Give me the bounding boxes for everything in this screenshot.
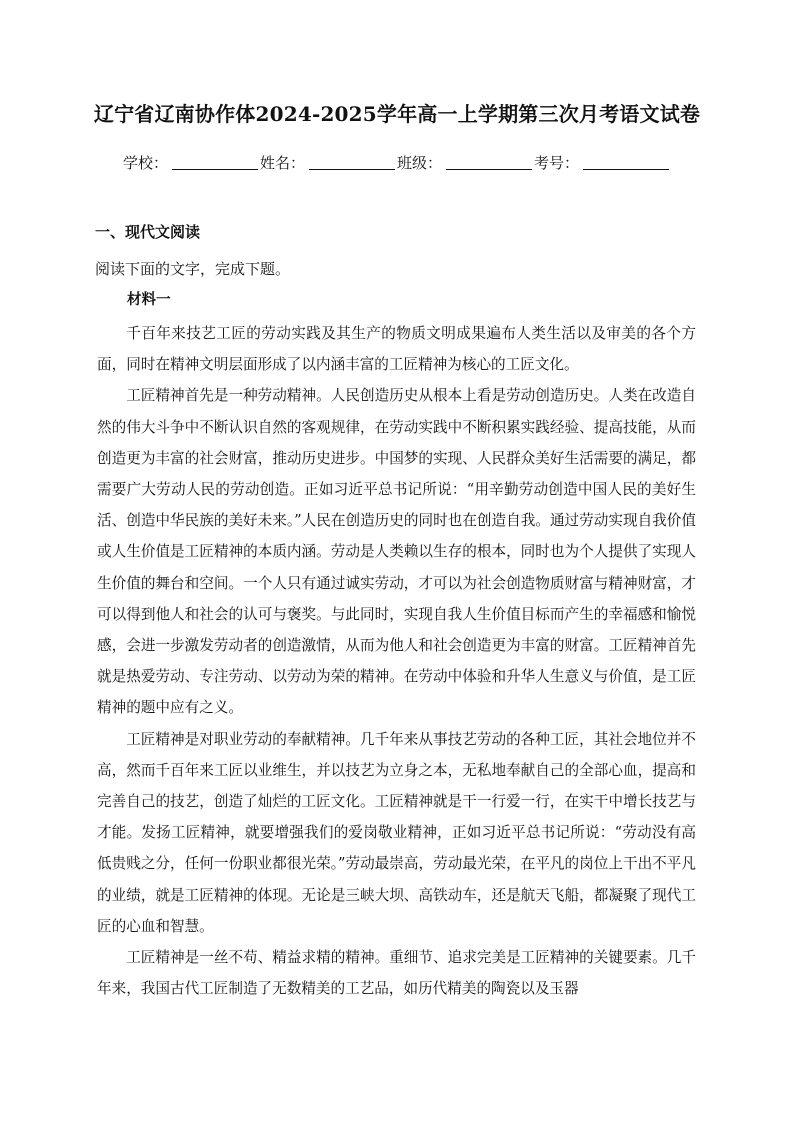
school-blank[interactable] [172,153,258,170]
reading-instruction: 阅读下面的文字，完成下题。 [95,260,291,278]
material-title: 材料一 [127,291,171,308]
passage-paragraph: 工匠精神是一丝不苟、精益求精的精神。重细节、追求完美是工匠精神的关键要素。几千年来，我国古代工匠制造了无数精美的工艺品，如历代精美的陶瓷以及玉器 [97,949,696,998]
school-label: 学校： [122,154,168,172]
passage-paragraph: 工匠精神首先是一种劳动精神。人民创造历史从根本上看是劳动创造历史。人类在改造自然的伟大斗争中不断认识自然的客观规律，在劳动实践中不断积累实践经验、提高技能，从而创造更为丰富的社会财富，推动历史进步。中国梦的实现、人民群众美好生活需要的满足，都需要广大劳动人民的劳动创造。正如习近平总书记所说：“用辛勤劳动创造中国人民的美好生活、创造中华民族的美好未来。”人民在创造历史的同时也在创造自我。通过劳动实现自我价值或人生价值是工匠精神的本质内涵。劳动是人类赖以生存的根本，同时也为个人提供了实现人生价值的舞台和空间。一个人只有通过诚实劳动，才可以为社会创造物质财富与精神财富，才可以得到他人和社会的认可与褒奖。与此同时，实现自我人生价值目标而产生的幸福感和愉悦感，会进一步激发劳动者的创造激情，从而为他人和社会创造更为丰富的财富。工匠精神首先就是热爱劳动、专注劳动、以劳动为荣的精神。在劳动中体验和升华人生意义与价值，是工匠精神的题中应有之义。 [97,387,696,717]
class-blank[interactable] [446,153,532,170]
passage-paragraph: 工匠精神是对职业劳动的奉献精神。几千年来从事技艺劳动的各种工匠，其社会地位并不高，然而千百年来工匠以业维生，并以技艺为立身之本，无私地奉献自己的全部心血，提高和完善自己的技艺，创造了灿烂的工匠文化。工匠精神就是干一行爱一行，在实干中增长技艺与才能。发扬工匠精神，就要增强我们的爱岗敬业精神，正如习近平总书记所说：“劳动没有高低贵贱之分，任何一份职业都很光荣。”劳动最崇高，劳动最光荣，在平凡的岗位上干出不平凡的业绩，就是工匠精神的体现。无论是三峡大坝、高铁动车，还是航天飞船，都凝聚了现代工匠的心血和智慧。 [97,730,696,935]
name-blank[interactable] [309,153,395,170]
section-heading: 一、现代文阅读 [95,223,201,241]
passage-paragraph: 千百年来技艺工匠的劳动实践及其生产的物质文明成果遍布人类生活以及审美的各个方面，同时在精神文明层面形成了以内涵丰富的工匠精神为核心的工匠文化。 [97,325,696,374]
document-title: 辽宁省辽南协作体2024-2025学年高一上学期第三次月考语文试卷 [93,102,701,126]
class-label: 班级： [397,154,443,172]
student-info-line [0,150,794,176]
number-blank[interactable] [583,153,669,170]
number-label: 考号： [534,154,580,172]
passage-body [97,318,696,1004]
name-label: 姓名： [259,154,305,172]
